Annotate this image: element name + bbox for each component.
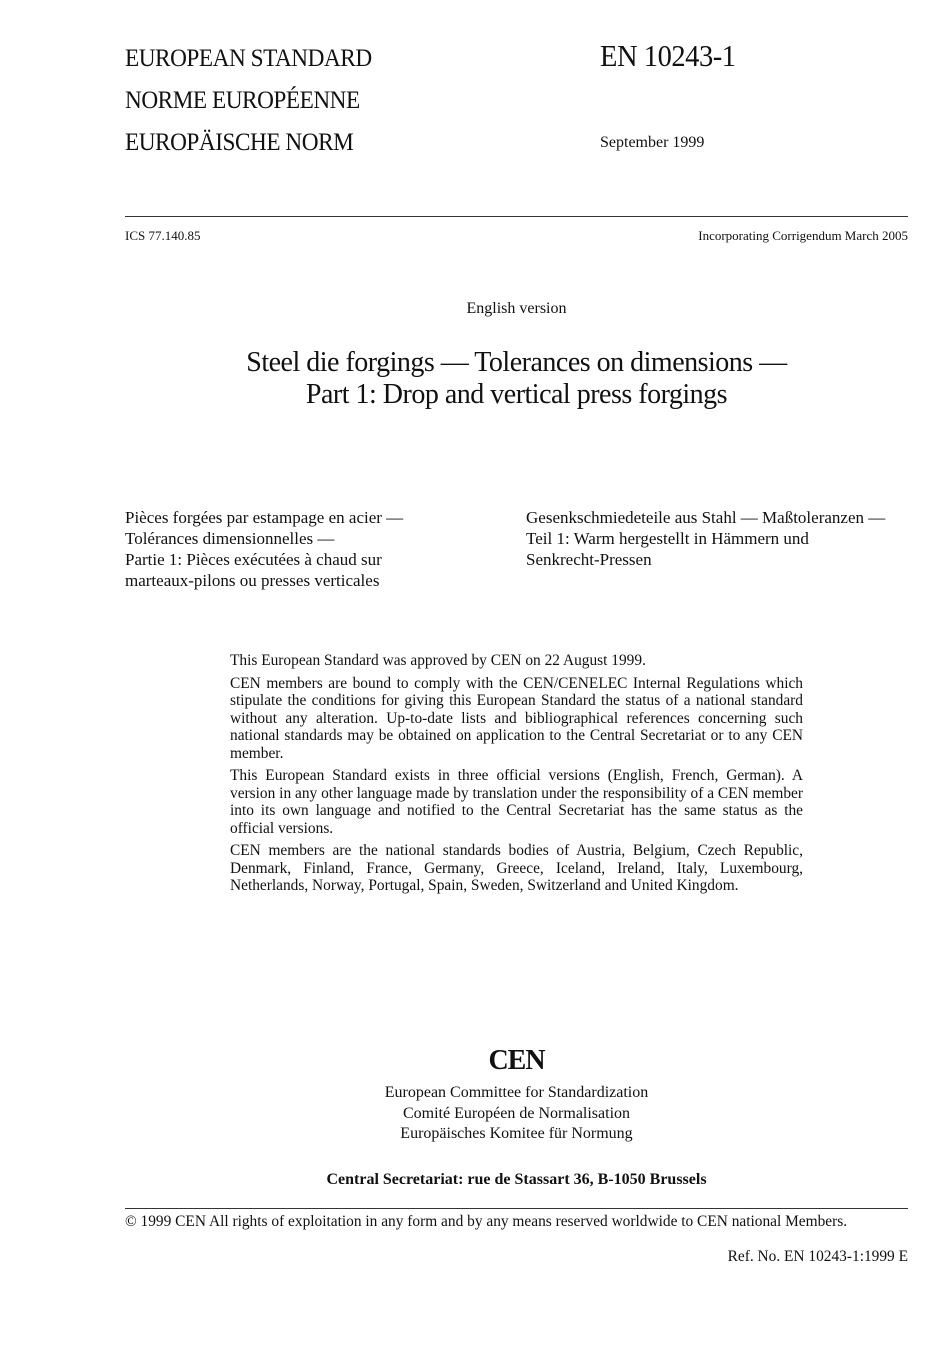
cen-name-german: Europäisches Komitee für Normung: [400, 1125, 633, 1142]
members-paragraph: CEN members are the national standards bodies of Austria, Belgium, Czech Republic, Denmark, Finland, France, Germany, Greece, Iceland, Ireland, Italy, Luxembourg, Netherlands, Norway, Portugal, Spain, Sweden, Switzerland and United Kingdom.: [230, 842, 803, 894]
cen-name-english: European Committee for Standardization: [384, 1084, 649, 1101]
title-english: EUROPEAN STANDARD: [125, 45, 372, 72]
standard-code: EN 10243-1: [600, 38, 736, 73]
header-rule: [125, 216, 908, 217]
document-title: [0, 347, 950, 411]
approval-paragraph: This European Standard was approved by CEN on 22 August 1999.: [230, 652, 646, 669]
version-label: English version: [466, 300, 567, 317]
document-title-line2: Part 1: Drop and vertical press forgings: [305, 379, 728, 410]
cen-logo: CEN: [488, 1045, 545, 1076]
ics-code: ICS 77.140.85: [125, 228, 201, 243]
cen-names: [0, 1083, 950, 1145]
publication-date: September 1999: [600, 134, 705, 151]
cen-name-french: Comité Européen de Normalisation: [402, 1104, 631, 1122]
copyright-notice: © 1999 CEN All rights of exploitation in any form and by any means reserved worldwide to CEN national Members.: [125, 1213, 848, 1230]
french-title: Pièces forgées par estampage en acier — Tolérances dimensionnelles — Partie 1: Pièces exécutées à chaud sur marteaux-pilons ou presses verticales: [125, 508, 404, 590]
approval-text: [230, 652, 803, 900]
german-title: Gesenkschmiedeteile aus Stahl — Maßtoleranzen — Teil 1: Warm hergestellt in Hämmern und Senkrecht-Pressen: [526, 508, 886, 569]
footer-rule: [125, 1208, 908, 1209]
title-german: EUROPÄISCHE NORM: [125, 129, 354, 156]
corrigendum-note: Incorporating Corrigendum March 2005: [698, 228, 908, 243]
document-title-line1: Steel die forgings — Tolerances on dimensions —: [246, 347, 787, 378]
title-french: NORME EUROPÉENNE: [125, 87, 360, 114]
compliance-paragraph: CEN members are bound to comply with the CEN/CENELEC Internal Regulations which stipulate the conditions for giving this European Standard the status of a national standard without any alteration. Up-to-date lists and bibliographical references concerning such national standards may be obtained on application to the Central Secretariat or to any CEN member.: [230, 674, 803, 762]
reference-number: Ref. No. EN 10243-1:1999 E: [727, 1248, 908, 1265]
central-secretariat: Central Secretariat: rue de Stassart 36, B-1050 Brussels: [326, 1171, 707, 1188]
versions-paragraph: This European Standard exists in three official versions (English, French, German). A version in any other language made by translation under the responsibility of a CEN member into its own language and notified to the Central Secretariat has the same status as the official versions.: [230, 767, 803, 837]
